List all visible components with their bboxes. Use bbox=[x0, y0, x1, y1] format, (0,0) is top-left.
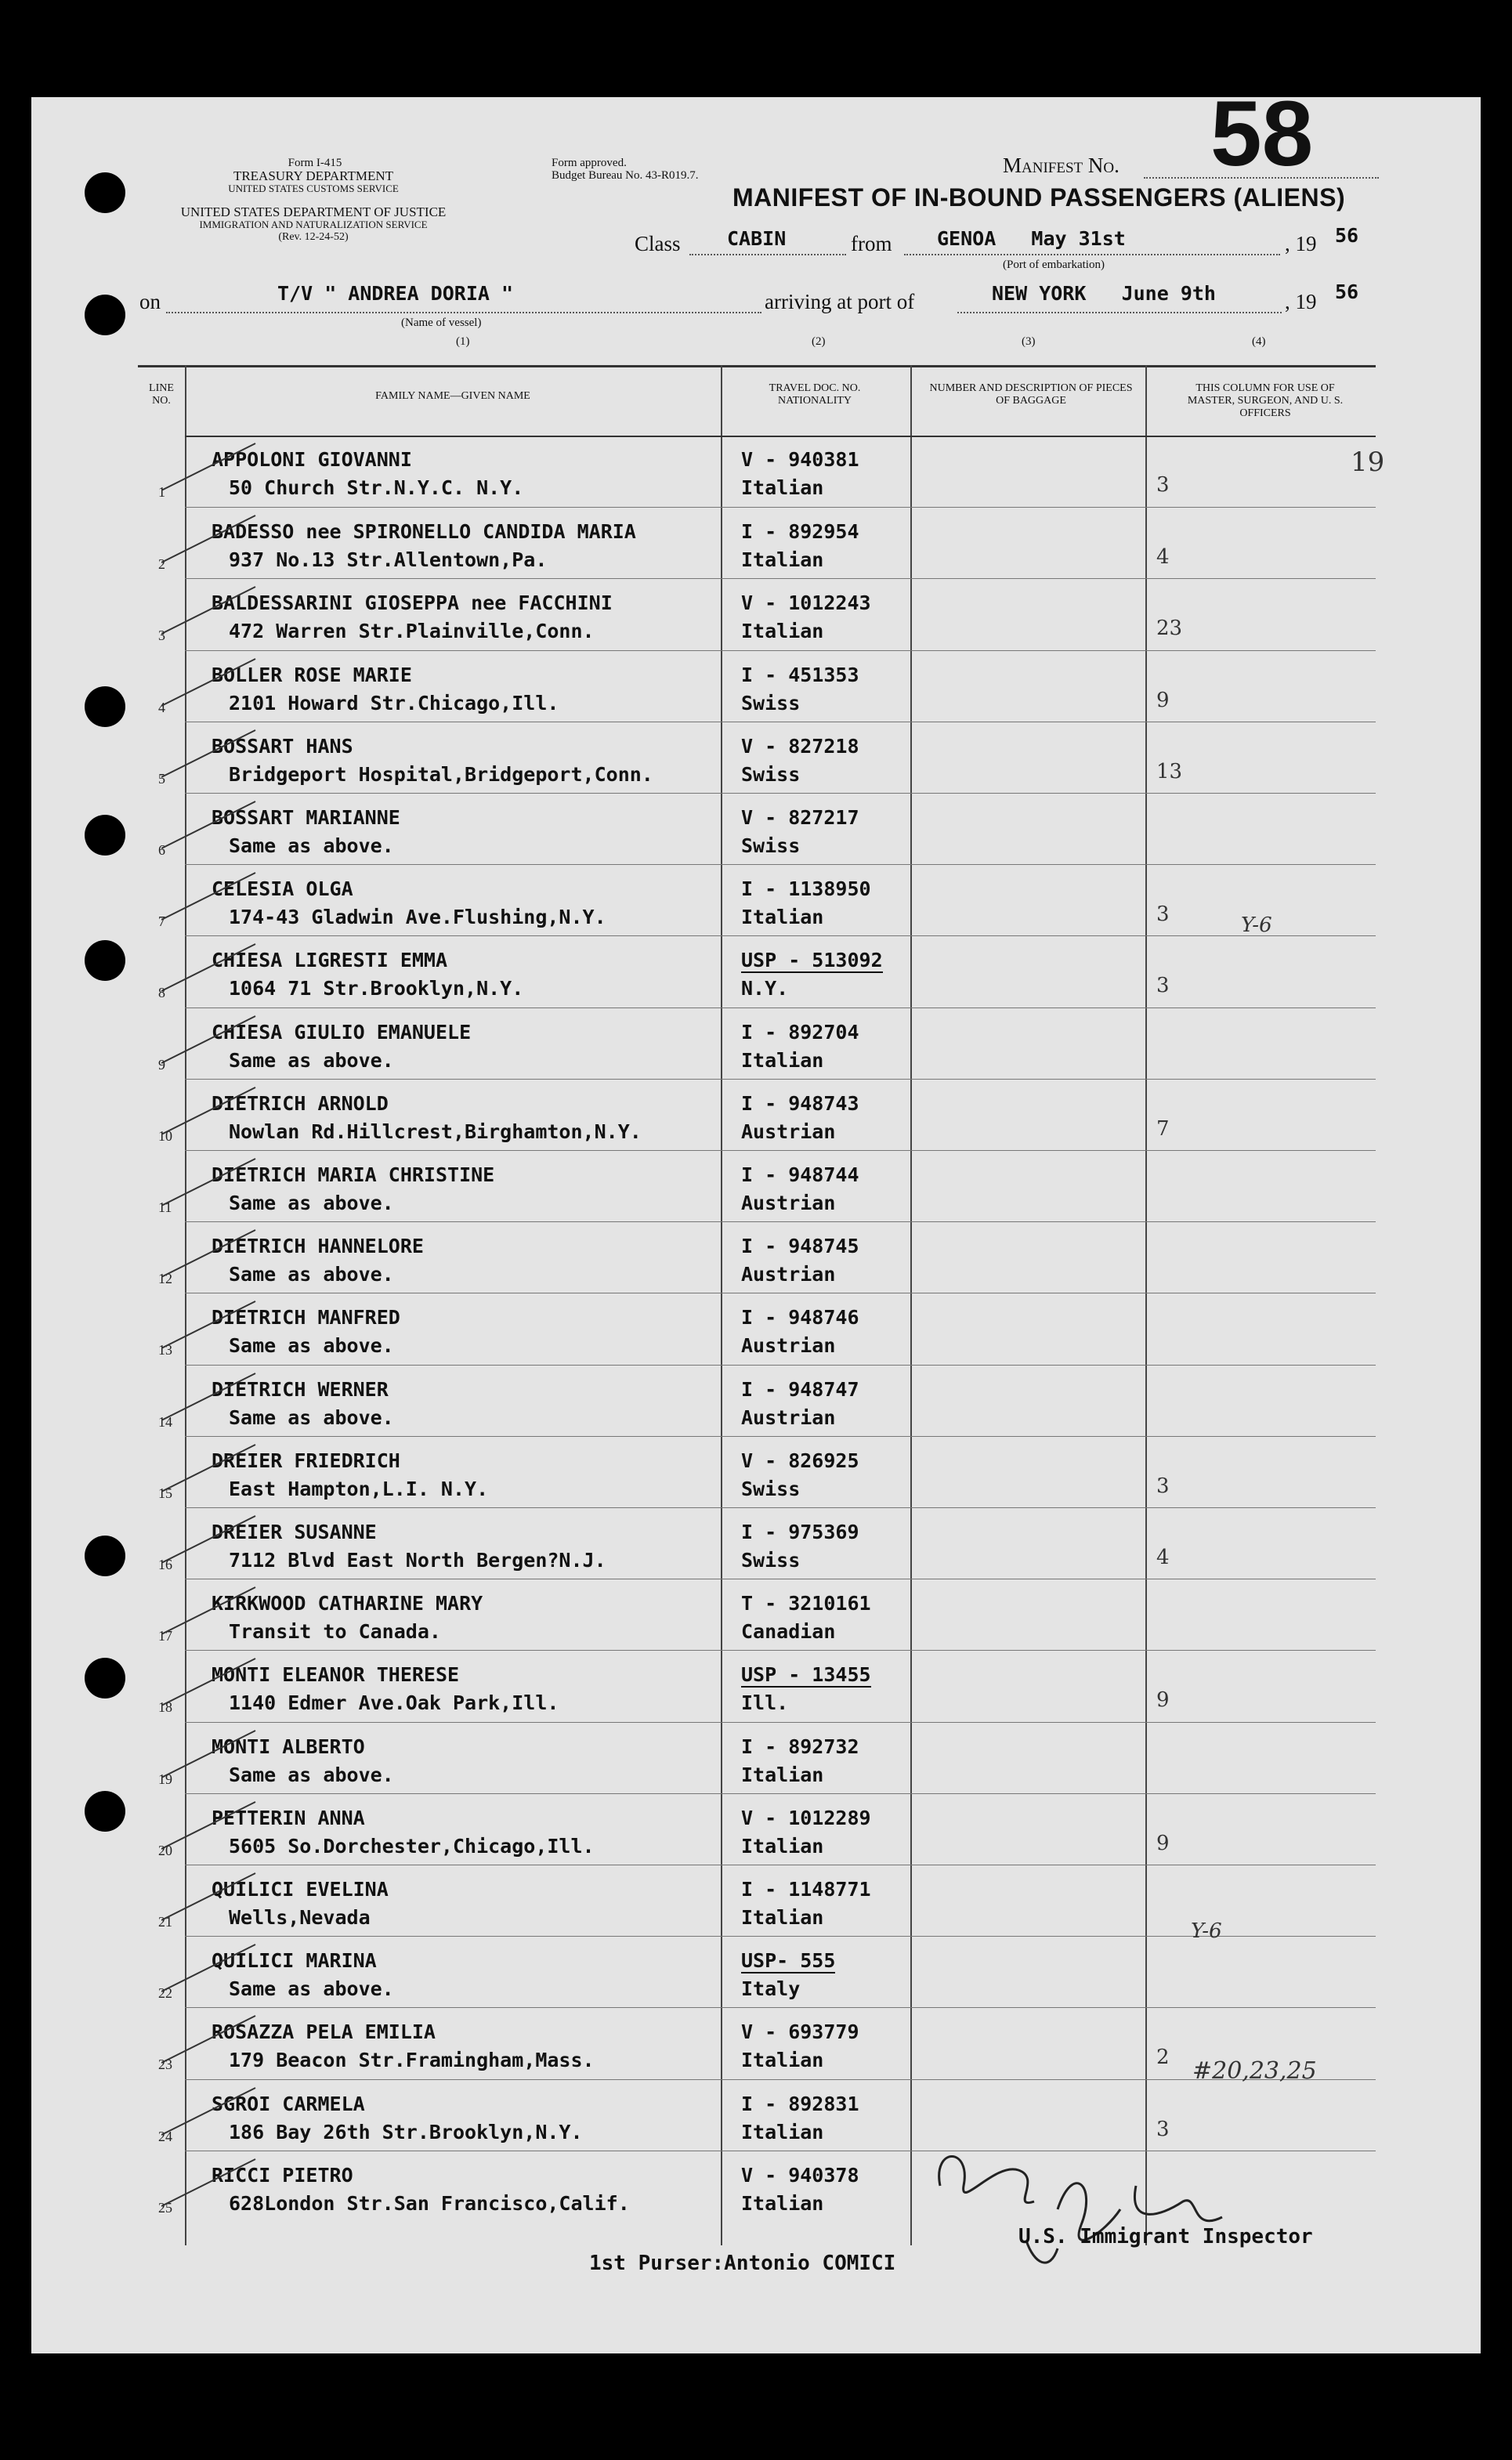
nationality: Italian bbox=[741, 1906, 824, 1929]
nationality: Swiss bbox=[741, 1549, 801, 1572]
line-number: 21 bbox=[158, 1914, 172, 1930]
nationality: Austrian bbox=[741, 1120, 836, 1143]
revision: (Rev. 12-24-52) bbox=[278, 231, 349, 243]
table-row bbox=[158, 1507, 1376, 1579]
column-number-3: (3) bbox=[1022, 335, 1036, 348]
officer-mark: 13 bbox=[1156, 759, 1183, 783]
year-2: 56 bbox=[1335, 280, 1359, 303]
vessel-name: T/V " ANDREA DORIA " bbox=[277, 282, 514, 305]
passenger-address: 179 Beacon Str.Framingham,Mass. bbox=[229, 2049, 595, 2072]
passenger-name: BOSSART HANS bbox=[212, 734, 353, 758]
table-row bbox=[158, 578, 1376, 650]
passenger-address: Same as above. bbox=[229, 834, 394, 857]
check-mark-icon bbox=[161, 794, 287, 864]
line-number: 9 bbox=[158, 1056, 165, 1073]
travel-document-number: I - 892954 bbox=[741, 520, 859, 544]
line-number: 17 bbox=[158, 1628, 172, 1644]
passenger-address: East Hampton,L.I. N.Y. bbox=[229, 1477, 489, 1500]
line-number: 4 bbox=[158, 699, 165, 715]
passenger-name: DREIER SUSANNE bbox=[212, 1521, 377, 1543]
passenger-address: 1140 Edmer Ave.Oak Park,Ill. bbox=[229, 1691, 559, 1715]
table-row bbox=[158, 722, 1376, 794]
arriving-label: arriving at port of bbox=[765, 290, 915, 313]
nationality: Canadian bbox=[741, 1620, 836, 1644]
passenger-address: Same as above. bbox=[229, 1263, 394, 1286]
travel-document-number: I - 892831 bbox=[741, 2092, 859, 2115]
punch-hole bbox=[85, 1791, 125, 1832]
nationality: Austrian bbox=[741, 1192, 836, 1214]
annotation-row-23: #20,23,25 bbox=[1192, 2057, 1317, 2085]
nationality: Austrian bbox=[741, 1405, 836, 1429]
punch-hole bbox=[85, 1658, 125, 1698]
passenger-name: APPOLONI GIOVANNI bbox=[212, 448, 412, 471]
passenger-name: SGROI CARMELA bbox=[212, 2092, 365, 2115]
check-mark-icon bbox=[161, 1080, 287, 1150]
passenger-address: Wells,Nevada bbox=[229, 1906, 371, 1929]
table-row bbox=[158, 935, 1376, 1008]
passenger-address: 472 Warren Str.Plainville,Conn. bbox=[229, 620, 595, 643]
vessel-caption: (Name of vessel) bbox=[401, 317, 482, 329]
table-row bbox=[158, 507, 1376, 579]
nationality: Swiss bbox=[741, 762, 801, 786]
line-number: 3 bbox=[158, 628, 165, 644]
punch-hole bbox=[85, 686, 125, 727]
passenger-name: BOSSART MARIANNE bbox=[212, 806, 400, 829]
passenger-name: DIETRICH MARIA CHRISTINE bbox=[212, 1163, 495, 1186]
travel-document-number: USP - 13455 bbox=[741, 1663, 871, 1687]
budget-bureau: Budget Bureau No. 43-R019.7. bbox=[552, 169, 699, 182]
line-number: 14 bbox=[158, 1413, 172, 1430]
class-value: CABIN bbox=[727, 227, 787, 250]
passenger-address: 5605 So.Dorchester,Chicago,Ill. bbox=[229, 1834, 595, 1858]
passenger-name: BALDESSARINI GIOSEPPA nee FACCHINI bbox=[212, 591, 613, 615]
nationality: Swiss bbox=[741, 834, 801, 857]
travel-document-number: V - 1012289 bbox=[741, 1806, 871, 1829]
check-mark-icon bbox=[161, 651, 287, 722]
treasury-department: TREASURY DEPARTMENT bbox=[233, 168, 394, 183]
line-number: 24 bbox=[158, 2128, 172, 2144]
passenger-address: Transit to Canada. bbox=[229, 1620, 441, 1644]
passenger-address: 186 Bay 26th Str.Brooklyn,N.Y. bbox=[229, 2120, 583, 2143]
passenger-address: 7112 Blvd East North Bergen?N.J. bbox=[229, 1549, 606, 1572]
passenger-name: MONTI ALBERTO bbox=[212, 1735, 365, 1758]
passenger-name: BOLLER ROSE MARIE bbox=[212, 663, 412, 686]
officer-mark: 3 bbox=[1156, 974, 1170, 998]
travel-document-number: I - 948746 bbox=[741, 1306, 859, 1329]
officer-mark: 9 bbox=[1156, 688, 1170, 712]
punch-hole bbox=[85, 295, 125, 335]
passenger-address: Same as above. bbox=[229, 1405, 394, 1429]
nationality: Italian bbox=[741, 620, 824, 643]
nationality: Italian bbox=[741, 1763, 824, 1786]
check-mark-icon bbox=[161, 508, 287, 578]
vessel-line bbox=[166, 312, 761, 313]
travel-document-number: V - 827218 bbox=[741, 734, 859, 758]
passenger-address: Nowlan Rd.Hillcrest,Birghamton,N.Y. bbox=[229, 1120, 642, 1143]
nationality: Italian bbox=[741, 2049, 824, 2072]
column-number-2: (2) bbox=[812, 335, 826, 348]
travel-document-number: I - 975369 bbox=[741, 1521, 859, 1543]
check-mark-icon bbox=[161, 1794, 287, 1865]
table-row bbox=[158, 1436, 1376, 1508]
line-number: 5 bbox=[158, 770, 165, 787]
port-embark-caption: (Port of embarkation) bbox=[1003, 259, 1105, 271]
check-mark-icon bbox=[161, 1723, 287, 1793]
nationality: Italian bbox=[741, 1048, 824, 1072]
passenger-name: DIETRICH MANFRED bbox=[212, 1306, 400, 1329]
check-mark-icon bbox=[161, 1579, 287, 1650]
column-number-1: (1) bbox=[456, 335, 470, 348]
check-mark-icon bbox=[161, 2151, 287, 2222]
header-officers: THIS COLUMN FOR USE OF MASTER, SURGEON, AND U. S. OFFICERS bbox=[1187, 382, 1344, 419]
header-line-no: LINE NO. bbox=[149, 382, 174, 407]
line-number: 10 bbox=[158, 1127, 172, 1144]
travel-document-number: I - 892732 bbox=[741, 1735, 859, 1758]
punch-hole bbox=[85, 815, 125, 856]
inspector-label: U.S. Immigrant Inspector bbox=[1018, 2225, 1313, 2248]
column-number-4: (4) bbox=[1252, 335, 1266, 348]
travel-document-number: V - 827217 bbox=[741, 806, 859, 829]
nationality: Swiss bbox=[741, 691, 801, 714]
passenger-address: 174-43 Gladwin Ave.Flushing,N.Y. bbox=[229, 906, 606, 929]
table-row bbox=[158, 1936, 1376, 2008]
table-row bbox=[158, 436, 1376, 507]
manifest-no-label: Manifest No. bbox=[1003, 154, 1120, 177]
nationality: Austrian bbox=[741, 1263, 836, 1286]
passenger-name: CHIESA GIULIO EMANUELE bbox=[212, 1020, 472, 1044]
header-name: FAMILY NAME—GIVEN NAME bbox=[375, 390, 530, 402]
table-row bbox=[158, 1221, 1376, 1293]
line-number: 25 bbox=[158, 2199, 172, 2216]
passenger-name: QUILICI MARINA bbox=[212, 1949, 377, 1973]
table-row bbox=[158, 1650, 1376, 1722]
passenger-address: Same as above. bbox=[229, 1763, 394, 1786]
nationality: N.Y. bbox=[741, 977, 789, 1000]
manifest-number: 58 bbox=[1210, 82, 1314, 186]
check-mark-icon bbox=[161, 1293, 287, 1364]
travel-document-number: I - 892704 bbox=[741, 1020, 859, 1044]
on-label: on bbox=[139, 290, 161, 313]
customs-service: UNITED STATES CUSTOMS SERVICE bbox=[228, 183, 399, 194]
passenger-address: Same as above. bbox=[229, 1977, 394, 2001]
officer-mark: 9 bbox=[1156, 1688, 1170, 1713]
line-number: 12 bbox=[158, 1271, 172, 1287]
travel-document-number: I - 948745 bbox=[741, 1235, 859, 1258]
punch-hole bbox=[85, 1536, 125, 1576]
table-row bbox=[158, 1793, 1376, 1865]
table-row bbox=[158, 650, 1376, 722]
check-mark-icon bbox=[161, 865, 287, 935]
officer-mark: 9 bbox=[1156, 1831, 1170, 1855]
from-label: from bbox=[851, 232, 892, 255]
line-number: 20 bbox=[158, 1842, 172, 1858]
officer-mark: 3 bbox=[1156, 2117, 1170, 2141]
signature-scribble bbox=[924, 2115, 1238, 2288]
purser-line: 1st Purser:Antonio COMICI bbox=[589, 2252, 896, 2275]
check-mark-icon bbox=[161, 1008, 287, 1079]
line-number: 23 bbox=[158, 2057, 172, 2073]
header-baggage: NUMBER AND DESCRIPTION OF PIECES OF BAGGAGE bbox=[929, 382, 1133, 407]
passenger-name: ROSAZZA PELA EMILIA bbox=[212, 2020, 436, 2044]
nationality: Italian bbox=[741, 1834, 824, 1858]
nationality: Ill. bbox=[741, 1691, 789, 1715]
check-mark-icon bbox=[161, 1651, 287, 1721]
passenger-name: PETTERIN ANNA bbox=[212, 1806, 365, 1829]
table-row bbox=[158, 793, 1376, 865]
arrival-line bbox=[957, 312, 1282, 313]
passenger-name: MONTI ELEANOR THERESE bbox=[212, 1663, 460, 1687]
check-mark-icon bbox=[161, 1151, 287, 1221]
check-mark-icon bbox=[161, 436, 287, 506]
nationality: Swiss bbox=[741, 1477, 801, 1500]
arrival-port: NEW YORK June 9th bbox=[992, 282, 1216, 305]
passenger-address: 937 No.13 Str.Allentown,Pa. bbox=[229, 548, 548, 572]
check-mark-icon bbox=[161, 1937, 287, 2007]
check-mark-icon bbox=[161, 722, 287, 793]
travel-document-number: I - 948743 bbox=[741, 1091, 859, 1115]
line-number: 8 bbox=[158, 985, 165, 1001]
line-number: 11 bbox=[158, 1199, 172, 1215]
table-row bbox=[158, 1579, 1376, 1651]
check-mark-icon bbox=[161, 2008, 287, 2078]
form-number: Form I-415 bbox=[288, 157, 342, 169]
officer-mark: 23 bbox=[1156, 617, 1183, 641]
class-line bbox=[689, 254, 846, 255]
nationality: Italian bbox=[741, 548, 824, 572]
check-mark-icon bbox=[161, 1865, 287, 1936]
line-number: 7 bbox=[158, 913, 165, 930]
table-row bbox=[158, 1293, 1376, 1365]
passenger-name: CHIESA LIGRESTI EMMA bbox=[212, 949, 448, 972]
passenger-address: Same as above. bbox=[229, 1192, 394, 1214]
port-of-embarkation: GENOA May 31st bbox=[937, 227, 1126, 250]
line-number: 1 bbox=[158, 484, 165, 500]
table-row bbox=[158, 864, 1376, 936]
manifest-title: MANIFEST OF IN-BOUND PASSENGERS (ALIENS) bbox=[732, 183, 1346, 212]
line-number: 13 bbox=[158, 1342, 172, 1358]
from-line bbox=[904, 254, 1280, 255]
annotation-row-21: Y-6 bbox=[1191, 1919, 1222, 1943]
check-mark-icon bbox=[161, 1366, 287, 1436]
nationality: Italian bbox=[741, 476, 824, 499]
class-label: Class bbox=[635, 232, 681, 255]
table-row bbox=[158, 1150, 1376, 1222]
travel-document-number: USP - 513092 bbox=[741, 949, 883, 972]
check-mark-icon bbox=[161, 936, 287, 1007]
travel-document-number: I - 1148771 bbox=[741, 1878, 871, 1901]
table-row bbox=[158, 1008, 1376, 1080]
travel-document-number: V - 940378 bbox=[741, 2163, 859, 2187]
line-number: 16 bbox=[158, 1557, 172, 1572]
travel-document-number: V - 940381 bbox=[741, 448, 859, 471]
passenger-name: QUILICI EVELINA bbox=[212, 1878, 389, 1901]
officer-mark: 3 bbox=[1156, 473, 1170, 497]
passenger-name: DIETRICH HANNELORE bbox=[212, 1235, 424, 1258]
officer-mark: 3 bbox=[1156, 1474, 1170, 1498]
table-row bbox=[158, 1079, 1376, 1151]
travel-document-number: I - 451353 bbox=[741, 663, 859, 686]
line-number: 22 bbox=[158, 1985, 172, 2002]
officer-mark: 7 bbox=[1156, 1116, 1170, 1141]
annotation-top-right: 19 bbox=[1351, 447, 1385, 478]
officer-mark: 2 bbox=[1156, 2046, 1170, 2070]
line-number: 19 bbox=[158, 1771, 172, 1787]
officer-mark: 4 bbox=[1156, 545, 1170, 570]
line-number: 15 bbox=[158, 1485, 172, 1501]
nationality: Italian bbox=[741, 2191, 824, 2215]
line-number: 6 bbox=[158, 842, 165, 858]
passenger-name: DREIER FRIEDRICH bbox=[212, 1449, 400, 1472]
department-of-justice: UNITED STATES DEPARTMENT OF JUSTICE bbox=[180, 204, 447, 219]
check-mark-icon bbox=[161, 1508, 287, 1579]
check-mark-icon bbox=[161, 2080, 287, 2151]
year-prefix-2: , 19 bbox=[1285, 290, 1317, 313]
passenger-address: Same as above. bbox=[229, 1048, 394, 1072]
passenger-address: Same as above. bbox=[229, 1334, 394, 1358]
officer-mark: 4 bbox=[1156, 1546, 1170, 1569]
table-row bbox=[158, 1722, 1376, 1794]
annotation-row-7: Y-6 bbox=[1241, 913, 1272, 937]
passenger-name: RICCI PIETRO bbox=[212, 2163, 353, 2187]
nationality: Italian bbox=[741, 906, 824, 929]
ins-service: IMMIGRATION AND NATURALIZATION SERVICE bbox=[199, 219, 428, 230]
travel-document-number: V - 1012243 bbox=[741, 591, 871, 615]
header-doc: TRAVEL DOC. NO. NATIONALITY bbox=[769, 382, 861, 407]
check-mark-icon bbox=[161, 1222, 287, 1293]
passenger-name: CELESIA OLGA bbox=[212, 877, 353, 901]
nationality: Italy bbox=[741, 1977, 801, 2001]
form-approved: Form approved. bbox=[552, 157, 627, 169]
travel-document-number: V - 693779 bbox=[741, 2020, 859, 2044]
nationality: Austrian bbox=[741, 1334, 836, 1358]
travel-document-number: I - 948747 bbox=[741, 1377, 859, 1401]
passenger-address: 1064 71 Str.Brooklyn,N.Y. bbox=[229, 977, 524, 1000]
year-prefix-1: , 19 bbox=[1285, 232, 1317, 255]
check-mark-icon bbox=[161, 1437, 287, 1507]
travel-document-number: I - 1138950 bbox=[741, 877, 871, 901]
officer-mark: 3 bbox=[1156, 903, 1170, 927]
passenger-name: KIRKWOOD CATHARINE MARY bbox=[212, 1592, 483, 1615]
nationality: Italian bbox=[741, 2120, 824, 2143]
check-mark-icon bbox=[161, 579, 287, 649]
table-row bbox=[158, 1365, 1376, 1437]
travel-document-number: I - 948744 bbox=[741, 1163, 859, 1186]
passenger-address: Bridgeport Hospital,Bridgeport,Conn. bbox=[229, 762, 653, 786]
passenger-name: BADESSO nee SPIRONELLO CANDIDA MARIA bbox=[212, 520, 636, 544]
passenger-name: DIETRICH WERNER bbox=[212, 1377, 389, 1401]
punch-hole bbox=[85, 940, 125, 981]
passenger-address: 50 Church Str.N.Y.C. N.Y. bbox=[229, 476, 524, 499]
line-number: 18 bbox=[158, 1699, 172, 1716]
line-number: 2 bbox=[158, 556, 165, 573]
passenger-address: 2101 Howard Str.Chicago,Ill. bbox=[229, 691, 559, 714]
travel-document-number: T - 3210161 bbox=[741, 1592, 871, 1615]
passenger-address: 628London Str.San Francisco,Calif. bbox=[229, 2191, 630, 2215]
travel-document-number: V - 826925 bbox=[741, 1449, 859, 1472]
travel-document-number: USP- 555 bbox=[741, 1949, 836, 1973]
punch-hole bbox=[85, 172, 125, 213]
passenger-name: DIETRICH ARNOLD bbox=[212, 1091, 389, 1115]
year-1: 56 bbox=[1335, 224, 1359, 247]
